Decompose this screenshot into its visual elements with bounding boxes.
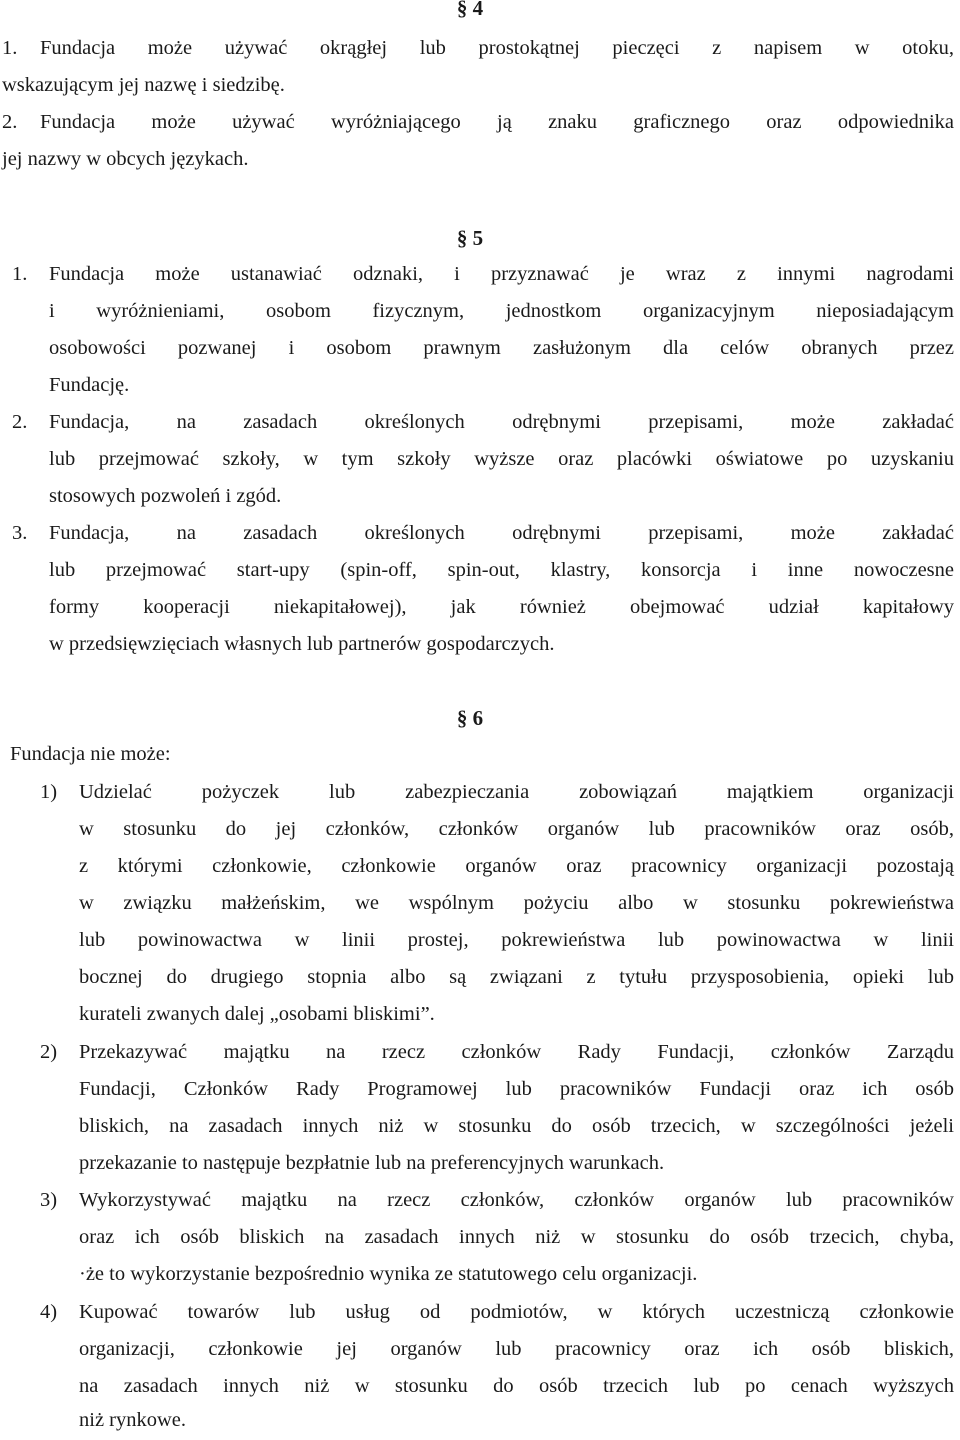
section-5-item-3-line-4: w przedsięwzięciach własnych lub partnerów gospodarczych. [49,633,555,655]
section-6-item-4-line-3: na zasadach innych niż w stosunku do osób trzecich lub po cenach wyższych [79,1375,954,1397]
section-6-item-4-line-4: niż rynkowe. [79,1409,187,1431]
section-6-item-1-line-6: bocznej do drugiego stopnia albo są związani z tytułu przysposobienia, opieki lub [79,966,954,988]
section-4-item-2-line-1: Fundacja może używać wyróżniającego ją znaku graficznego oraz odpowiednika [40,111,954,133]
section-6-item-2-line-1: Przekazywać majątku na rzecz członków Rady Fundacji, członków Zarządu [79,1041,954,1063]
section-5-item-1-number: 1. [12,263,28,285]
section-5-item-2-line-1: Fundacja, na zasadach określonych odrębnymi przepisami, może zakładać [49,411,954,433]
section-6-item-2-line-3: bliskich, na zasadach innych niż w stosunku do osób trzecich, w szczególności jeżeli [79,1115,954,1137]
section-6-item-4-number: 4) [40,1301,58,1323]
section-6-item-2-number: 2) [40,1041,58,1063]
section-6-item-1-line-7: kurateli zwanych dalej „osobami bliskimi”. [79,1003,435,1025]
section-5-item-2-number: 2. [12,411,28,433]
section-6-item-3-number: 3) [40,1189,58,1211]
section-6-item-1-line-4: w związku małżeńskim, we wspólnym pożyciu albo w stosunku pokrewieństwa [79,892,954,914]
section-4-item-1-line-1: Fundacja może używać okrągłej lub prostokątnej pieczęci z napisem w otoku, [40,37,954,59]
section-5-item-3-line-3: formy kooperacji niekapitałowej), jak również obejmować udział kapitałowy [49,596,954,618]
section-6-item-1-line-5: lub powinowactwa w linii prostej, pokrewieństwa lub powinowactwa w linii [79,929,954,951]
section-5-item-1-line-2: i wyróżnieniami, osobom fizycznym, jednostkom organizacyjnym nieposiadającym [49,300,954,322]
section-6-item-1-line-3: z którymi członkowie, członkowie organów oraz pracownicy organizacji pozostają [79,855,954,877]
section-6-item-1-number: 1) [40,781,58,803]
section-6-item-3-line-2: oraz ich osób bliskich na zasadach innych niż w stosunku do osób trzecich, chyba, [79,1226,954,1248]
section-5-item-2-line-2: lub przejmować szkoły, w tym szkoły wyższe oraz placówki oświatowe po uzyskaniu [49,448,954,470]
section-5-item-3-line-2: lub przejmować start-upy (spin-off, spin-out, klastry, konsorcja i inne nowoczesne [49,559,954,581]
section-5-item-3-line-1: Fundacja, na zasadach określonych odrębnymi przepisami, może zakładać [49,522,954,544]
section-4-item-2-line-2: jej nazwy w obcych językach. [2,148,249,170]
section-6-item-2-line-4: przekazanie to następuje bezpłatnie lub na preferencyjnych warunkach. [79,1152,665,1174]
section-6-item-1-line-2: w stosunku do jej członków, członków organów lub pracowników oraz osób, [79,818,954,840]
section-5-item-1-line-1: Fundacja może ustanawiać odznaki, i przyznawać je wraz z innymi nagrodami [49,263,954,285]
section-4-title: § 4 [456,0,484,20]
section-4-item-2-number: 2. [2,111,18,133]
section-6-item-3-line-3: ·że to wykorzystanie bezpośrednio wynika ze statutowego celu organizacji. [79,1263,698,1285]
section-4-item-1-line-2: wskazującym jej nazwę i siedzibę. [2,74,285,96]
section-5-title: § 5 [456,226,484,250]
section-6-item-2-line-2: Fundacji, Członków Rady Programowej lub pracowników Fundacji oraz ich osób [79,1078,954,1100]
section-5-item-3-number: 3. [12,522,28,544]
section-4-item-1-number: 1. [2,37,18,59]
section-6-title: § 6 [456,706,484,730]
section-6-intro: Fundacja nie może: [10,743,171,765]
section-6-item-1-line-1: Udzielać pożyczek lub zabezpieczania zobowiązań majątkiem organizacji [79,781,954,803]
section-5-item-1-line-4: Fundację. [49,374,130,396]
section-5-item-1-line-3: osobowości pozwanej i osobom prawnym zasłużonym dla celów obranych przez [49,337,954,359]
section-6-item-3-line-1: Wykorzystywać majątku na rzecz członków, członków organów lub pracowników [79,1189,954,1211]
section-5-item-2-line-3: stosowych pozwoleń i zgód. [49,485,282,507]
section-6-item-4-line-2: organizacji, członkowie jej organów lub pracownicy oraz ich osób bliskich, [79,1338,954,1360]
section-6-item-4-line-1: Kupować towarów lub usług od podmiotów, w których uczestniczą członkowie [79,1301,954,1323]
